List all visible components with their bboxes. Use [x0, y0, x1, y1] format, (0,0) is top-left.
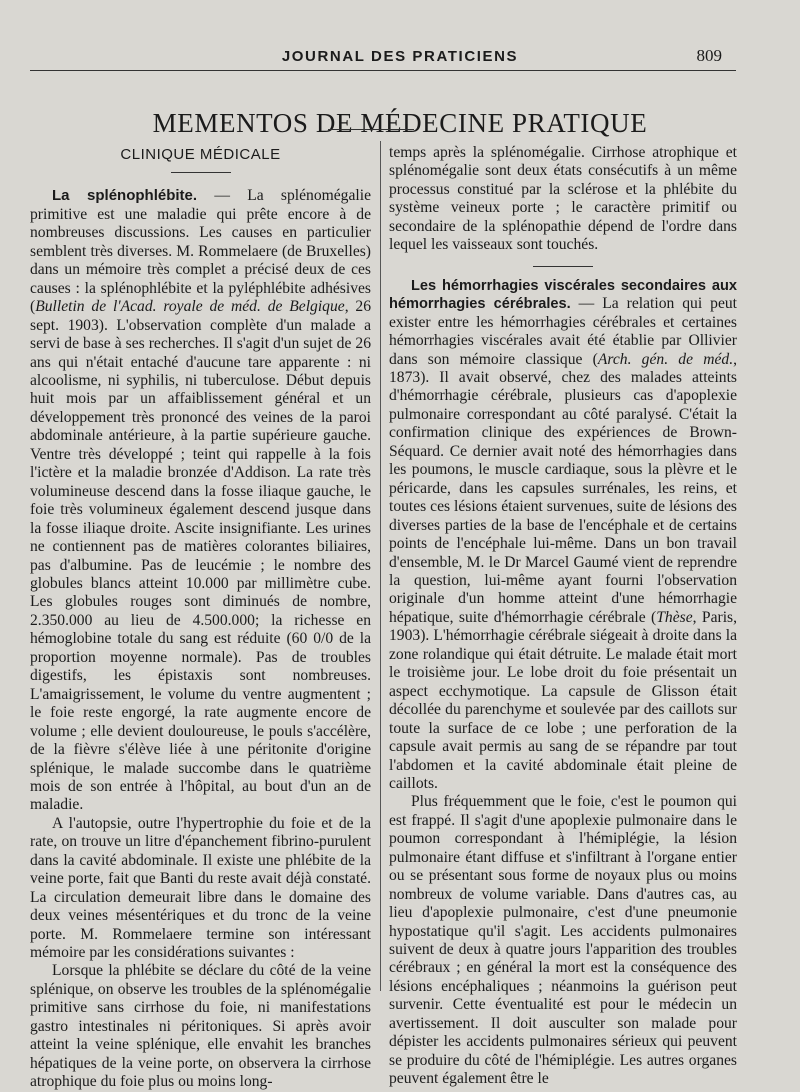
paragraph-text: — La splénomégalie primitive est une maladie qui prête encore à de nombreuses discussions. Les causes en particulier semblent très diverses. M. Rommelaere (de Bruxelles) dans un mémoire très complet a précisé deux de ces causes : la splénophlébite et la pyléphlébite adhésives (	[30, 187, 371, 316]
page-number: 809	[696, 46, 722, 65]
paragraph-text: — La relation qui peut exister entre les hémorrhagies cérébrales et certaines hémorrhagies viscérales avait été établie par Ollivier dans son mémoire classique (	[389, 295, 737, 368]
paragraph-lead: La splénophlébite.	[52, 187, 198, 205]
paragraph-lead: Les hémorrhagies viscérales secondaires aux hémorrhagies cérébrales.	[389, 277, 737, 313]
paragraph-continuation: temps après la splénomégalie. Cirrhose atrophique et splénomégalie sont deux états consécutifs à un même processus constitué par la sclérose et la phlébite du système veineux porte ; le caractère primitif ou secondaire de la splénopathie dépend de l'ordre dans lequel les vaisseaux sont touchés.	[389, 144, 737, 254]
left-column	[30, 143, 371, 1092]
paragraph-text: , Paris, 1903). L'hémorrhagie cérébrale siégeait à droite dans la zone rolandique qui était détruite. Le malade était mort le troisième jour. Le lobe droit du foie présentait un aspect ecchymotique. La capsule de Glisson était décollée du parenchyme et soulevée par des caillots sur toute la surface de ce lobe ; une perforation de la capsule avait permis au sang de se répandre par tout l'abdomen et la cavité abdominale était pleine de caillots.	[389, 608, 737, 792]
citation: Arch. gén. de méd.	[597, 350, 734, 368]
title-rule	[328, 129, 414, 130]
section-rule	[171, 172, 231, 173]
citation: Bulletin de l'Acad. royale de méd. de Belgique	[35, 298, 345, 316]
paragraph-autopsie: A l'autopsie, outre l'hypertrophie du foie et de la rate, on trouve un litre d'épanchement fibrino-purulent dans la cavité abdominale. Il existe une phlébite de la veine porte, fait que Banti du reste avait déjà constaté. La circulation demeurait libre dans le domaine des deux veines mésentériques et du tronc de la veine porte. M. Rommelaere termine son intéressant mémoire par les considérations suivantes :	[30, 814, 371, 962]
header-rule	[30, 70, 736, 71]
citation: Thèse	[656, 608, 693, 626]
paragraph-phlebite: Lorsque la phlébite se déclare du côté de la veine splénique, on observe les troubles de la splénomégalie primitive sans cirrhose du foie, ni manifestations gastro intestinales ni péritoniques. Si après avoir atteint la veine splénique, elle envahit les branches hépatiques de la veine porte, on observera la cirrhose atrophique du foie plus ou moins long-	[30, 962, 371, 1091]
journal-title: JOURNAL DES PRATICIENS	[281, 48, 519, 65]
column-divider	[380, 141, 381, 991]
paragraph-hemorrhagies	[389, 277, 737, 794]
paragraph-text: , 1873). Il avait observé, chez des malades atteints d'hémorrhagie cérébrale, plusieurs cas d'apoplexie pulmonaire correspondant au côté paralysé. C'était la confirmation clinique des expériences de Brown-Séquard. Ce dernier avait noté des hémorrhagies dans les poumons, le muscle cardiaque, sous la plèvre et le péricarde, dans les capsules surrénales, les reins, et toutes ces lésions étaient survenues, suite de lésions des diverses parties de la base de l'encéphale et de certains points de l'encéphale lui-même. Dans un bon travail d'ensemble, M. le Dr Marcel Gaumé vient de reprendre la question, lui-même ayant fourni l'observation originale d'un homme atteint d'une hémorrhagie hépatique, suite d'hémorrhagie cérébrale (	[389, 350, 737, 626]
paragraph-splenophlebite	[30, 187, 371, 814]
section-separator	[533, 266, 593, 267]
right-column	[389, 144, 737, 1089]
section-title: CLINIQUE MÉDICALE	[120, 146, 281, 163]
running-head	[0, 44, 800, 66]
paragraph-poumon: Plus fréquemment que le foie, c'est le poumon qui est frappé. Il s'agit d'une apoplexie pulmonaire dans le poumon correspondant à l'hémiplégie, la lésion pulmonaire étant diffuse et s'infiltrant à l'organe entier ou se présentant sous forme de noyaux plus ou moins nombreux de volume variable. Dans d'autres cas, au lieu d'apoplexie pulmonaire, c'est d'une pneumonie hypostatique qu'il s'agit. Les accidents pulmonaires suivent de deux à quatre jours l'apparition des troubles cérébraux ; en général la mort est la conséquence des lésions encéphaliques ; néanmoins la guérison peut survenir. Cette éventualité est pour le médecin un avertissement. Il doit ausculter son malade pour dépister les accidents pulmonaires sérieux qui peuvent se produire du côté de l'hémiplégie. Les autres organes peuvent également être le	[389, 793, 737, 1088]
paragraph-text: , 26 sept. 1903). L'observation complète d'un malade a servi de base à ses recherches. Il s'agit d'un sujet de 26 ans qui n'était entaché d'aucune tare apparente : ni alcoolisme, ni syphilis, ni tuberculose. Début depuis huit mois par un affaiblissement général et un développement très prononcé des veines de la paroi abdominale antérieure, à la partie supérieure gauche. Ventre très développé ; teint qui rappelle à la fois l'ictère et la maladie bronzée d'Addison. La rate très volumineuse descend dans la fosse iliaque gauche, le foie très volumineux également descend jusque dans la fosse iliaque droite. Ascite insignifiante. Les urines ne contiennent pas de matières colorantes biliaires, pas d'albumine. Pas de leucémie ; le nombre des globules blancs atteint 10.000 par millimètre cube. Les globules rouges sont diminués de nombre, 2.350.000 au lieu de 4.500.000; la richesse en hémoglobine totale du sang est réduite (60 0/0 de la proportion moyenne normale). Pas de troubles digestifs, les épistaxis sont nombreuses. L'amaigrissement, le volume du ventre augmentent ; le foie reste engorgé, la rate augmente encore de volume ; elle devient douloureuse, le pouls s'accélère, de la fièvre s'élève liée à une péritonite d'origine splénique, le malade succombe dans le quatrième mois de son entrée à l'hôpital, au bout d'un an de maladie.	[30, 298, 372, 814]
page-title: MEMENTOS DE MÉDECINE PRATIQUE	[152, 108, 648, 139]
